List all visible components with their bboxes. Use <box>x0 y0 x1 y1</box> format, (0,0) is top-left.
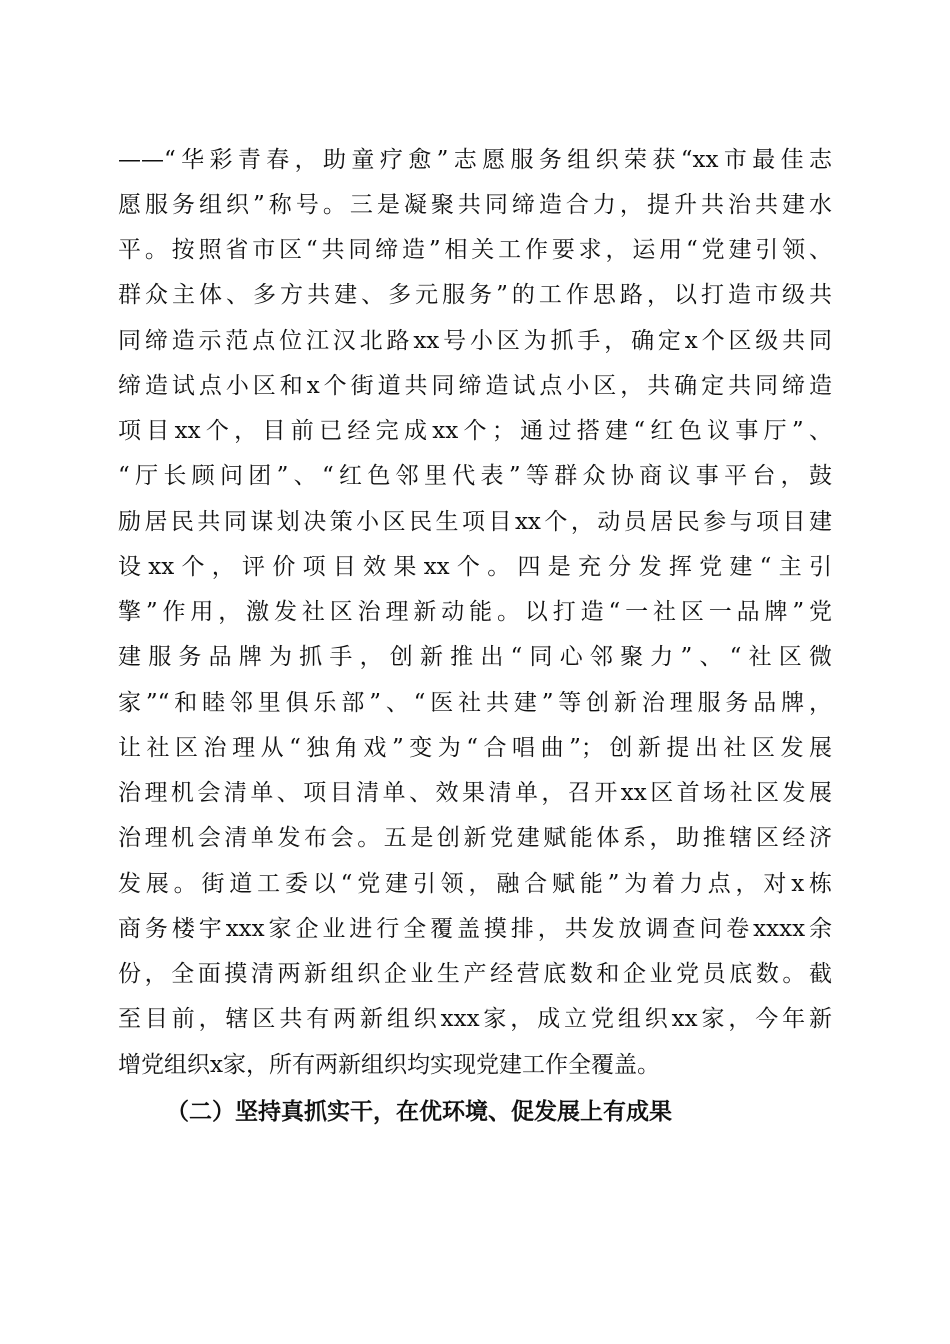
paragraph-line: 治理机会清单、项目清单、效果清单，召开xx区首场社区发展 <box>118 780 832 806</box>
paragraph-line: 治理机会清单发布会。五是创新党建赋能体系，助推辖区经济 <box>118 825 832 851</box>
paragraph-line: 发展。街道工委以“党建引领，融合赋能”为着力点，对x栋 <box>118 871 832 897</box>
paragraph-line: 设xx个，评价项目效果xx个。四是充分发挥党建“主引 <box>118 554 832 580</box>
paragraph-line: 至目前，辖区共有两新组织xxx家，成立党组织xx家，今年新 <box>118 1006 832 1032</box>
paragraph-line: ——“华彩青春，助童疗愈”志愿服务组织荣获“xx市最佳志 <box>118 147 832 173</box>
section-heading: （二）坚持真抓实干，在优环境、促发展上有成果 <box>166 1098 672 1125</box>
paragraph-line: 建服务品牌为抓手，创新推出“同心邻聚力”、“社区微 <box>118 644 832 670</box>
paragraph-line: 愿服务组织”称号。三是凝聚共同缔造合力，提升共治共建水 <box>118 192 832 218</box>
paragraph-line: 群众主体、多方共建、多元服务”的工作思路，以打造市级共 <box>118 282 832 308</box>
paragraph-line: 家”“和睦邻里俱乐部”、“医社共建”等创新治理服务品牌， <box>118 690 832 716</box>
paragraph-line: 同缔造示范点位江汉北路xx号小区为抓手，确定x个区级共同 <box>118 328 832 354</box>
paragraph-line: 增党组织x家，所有两新组织均实现党建工作全覆盖。 <box>118 1052 660 1078</box>
paragraph-line: “厅长顾问团”、“红色邻里代表”等群众协商议事平台，鼓 <box>118 463 832 489</box>
paragraph-line: 平。按照省市区“共同缔造”相关工作要求，运用“党建引领、 <box>118 237 832 263</box>
paragraph-line: 项目xx个，目前已经完成xx个；通过搭建“红色议事厅”、 <box>118 418 832 444</box>
paragraph-line: 擎”作用，激发社区治理新动能。以打造“一社区一品牌”党 <box>118 599 832 625</box>
paragraph-line: 份，全面摸清两新组织企业生产经营底数和企业党员底数。截 <box>118 961 832 987</box>
paragraph-line: 缔造试点小区和x个街道共同缔造试点小区，共确定共同缔造 <box>118 373 832 399</box>
paragraph-line: 让社区治理从“独角戏”变为“合唱曲”；创新提出社区发展 <box>118 735 832 761</box>
paragraph-line: 商务楼宇xxx家企业进行全覆盖摸排，共发放调查问卷xxxx余 <box>118 916 832 942</box>
paragraph-line: 励居民共同谋划决策小区民生项目xx个，动员居民参与项目建 <box>118 509 832 535</box>
